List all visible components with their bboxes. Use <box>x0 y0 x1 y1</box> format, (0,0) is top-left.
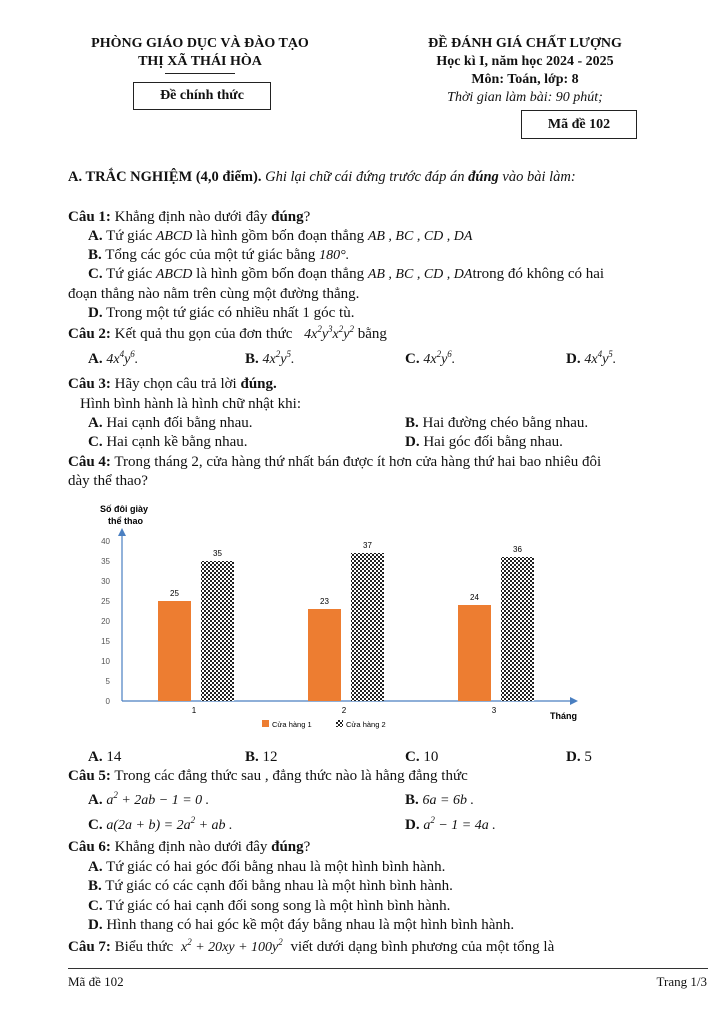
q6-option-b: B. Tứ giác có các cạnh đối bằng nhau là một hình bình hành. <box>88 878 453 894</box>
q3-option-b: B. Hai đường chéo bằng nhau. <box>405 415 589 431</box>
y-tick-label: 25 <box>101 597 110 606</box>
q6-option-c: C. Tứ giác có hai cạnh đối song song là một hình bình hành. <box>88 898 451 914</box>
y-tick-label: 10 <box>101 657 110 666</box>
q1-option-d: D. Trong một tứ giác có nhiều nhất 1 góc tù. <box>88 305 355 321</box>
q2-option-b: B. $4x^2y^5$. <box>245 349 295 367</box>
sales-bar-chart <box>90 500 610 735</box>
legend-label-store2: Cửa hàng 2 <box>346 720 386 729</box>
y-axis-arrow <box>118 528 126 536</box>
q5-option-b: B. 6a = 6b . <box>405 792 474 808</box>
q2-option-d: D. $4x^4y^5$. <box>566 349 617 367</box>
q6-option-d: D. Hình thang có hai góc kề một đáy bằng nhau là một hình bình hành. <box>88 917 515 933</box>
bar-store2-month3 <box>501 557 534 701</box>
official-label-box: Đề chính thức <box>133 82 271 110</box>
q4-option-b: B. 12 <box>245 749 278 765</box>
q5-option-a: A. $a^2 + 2ab - 1 = 0$ . <box>88 790 210 808</box>
q7-stem: Câu 7: Biểu thức $x^2 + 20xy + 100y^2$ viết dưới dạng bình phương của một tổng là <box>68 937 555 955</box>
q4-stem: Câu 4: Trong tháng 2, cửa hàng thứ nhất bán được ít hơn cửa hàng thứ hai bao nhiêu đôi <box>68 454 602 470</box>
q2-option-a: A. $4x^4y^6$. <box>88 349 139 367</box>
y-tick-label: 40 <box>101 537 110 546</box>
y-tick-label: 15 <box>101 637 110 646</box>
q4-option-a: A. 14 <box>88 749 122 765</box>
department-name: PHÒNG GIÁO DỤC VÀ ĐÀO TẠO <box>91 36 309 51</box>
footer-page-number: Trang 1/3 <box>656 974 707 989</box>
data-label-store1-month2: 23 <box>320 597 329 606</box>
q1-option-a: A. Tứ giác ABCD là hình gồm bốn đoạn thẳng AB , BC , CD , DA <box>88 228 473 244</box>
chart-ylabel-line1: Số đôi giày <box>100 504 149 514</box>
data-label-store2-month3: 36 <box>513 545 522 554</box>
y-tick-label: 5 <box>105 677 110 686</box>
q6-option-a: A. Tứ giác có hai góc đối bằng nhau là một hình bình hành. <box>88 859 446 875</box>
bar-store1-month3 <box>458 605 491 701</box>
header-divider <box>165 73 235 74</box>
time-line: Thời gian làm bài: 90 phút; <box>447 90 603 105</box>
data-label-store1-month1: 25 <box>170 589 179 598</box>
town-name: THỊ XÃ THÁI HÒA <box>138 54 262 69</box>
data-label-store1-month3: 24 <box>470 593 479 602</box>
footer-rule <box>68 968 708 969</box>
q4-stem-cont: dày thể thao? <box>68 473 148 489</box>
q5-option-d: D. $a^2 - 1 = 4a$ . <box>405 815 496 833</box>
chart-legend <box>262 720 386 729</box>
y-tick-label: 0 <box>105 697 110 706</box>
q3-option-d: D. Hai góc đối bằng nhau. <box>405 434 563 450</box>
data-label-store2-month1: 35 <box>213 549 222 558</box>
legend-swatch-store2 <box>336 720 343 727</box>
legend-label-store1: Cửa hàng 1 <box>272 720 312 729</box>
semester-line: Học kì I, năm học 2024 - 2025 <box>436 54 614 69</box>
exam-code-box: Mã đề 102 <box>521 110 637 139</box>
q6-stem: Câu 6: Khẳng định nào dưới đây đúng? <box>68 839 311 855</box>
q5-option-c: C. $a(2a + b) = 2a^2$ + ab . <box>88 815 233 833</box>
legend-swatch-store1 <box>262 720 269 727</box>
q2-option-c: C. $4x^2y^6$. <box>405 349 456 367</box>
q3-option-a: A. Hai cạnh đối bằng nhau. <box>88 415 253 431</box>
bar-store2-month1 <box>201 561 234 701</box>
bar-store1-month2 <box>308 609 341 701</box>
bars-group <box>158 541 534 701</box>
bar-store1-month1 <box>158 601 191 701</box>
q2-stem: Câu 2: Kết quả thu gọn của đơn thức $4x^2y^3x^2y^2$ bằng <box>68 324 387 342</box>
q1-option-b: B. Tổng các góc của một tứ giác bằng 180°. <box>88 247 350 263</box>
data-label-store2-month2: 37 <box>363 541 372 550</box>
y-axis-ticks <box>101 537 110 706</box>
q5-stem: Câu 5: Trong các đẳng thức sau , đẳng thức nào là hằng đẳng thức <box>68 768 468 784</box>
x-tick-label: 1 <box>191 706 197 715</box>
q3-line2: Hình bình hành là hình chữ nhật khi: <box>80 396 302 412</box>
q3-stem: Câu 3: Hãy chọn câu trả lời đúng. <box>68 376 277 392</box>
exam-title: ĐỀ ĐÁNH GIÁ CHẤT LƯỢNG <box>428 36 622 51</box>
chart-ylabel-line2: thể thao <box>108 516 143 526</box>
subject-line: Môn: Toán, lớp: 8 <box>471 72 579 87</box>
section-a-heading: A. TRẮC NGHIỆM (4,0 điểm). Ghi lại chữ cái đứng trước đáp án đúng vào bài làm: <box>68 169 576 185</box>
y-tick-label: 20 <box>101 617 110 626</box>
y-tick-label: 30 <box>101 577 110 586</box>
chart-xlabel: Tháng <box>550 711 577 721</box>
q1-stem: Câu 1: Khẳng định nào dưới đây đúng? <box>68 209 311 225</box>
q1-option-c: C. Tứ giác ABCD là hình gồm bốn đoạn thẳng AB , BC , CD , DAtrong đó không có hai <box>88 266 605 282</box>
q1-option-c-cont: đoạn thẳng nào nằm trên cùng một đường thẳng. <box>68 286 360 302</box>
q4-option-d: D. 5 <box>566 749 592 765</box>
y-tick-label: 35 <box>101 557 110 566</box>
q3-option-c: C. Hai cạnh kề bằng nhau. <box>88 434 248 450</box>
x-tick-label: 2 <box>341 706 347 715</box>
footer-exam-code: Mã đề 102 <box>68 974 124 989</box>
bar-store2-month2 <box>351 553 384 701</box>
q4-option-c: C. 10 <box>405 749 439 765</box>
x-axis-arrow <box>570 697 578 705</box>
x-tick-label: 3 <box>491 706 497 715</box>
x-axis-ticks <box>192 706 497 715</box>
